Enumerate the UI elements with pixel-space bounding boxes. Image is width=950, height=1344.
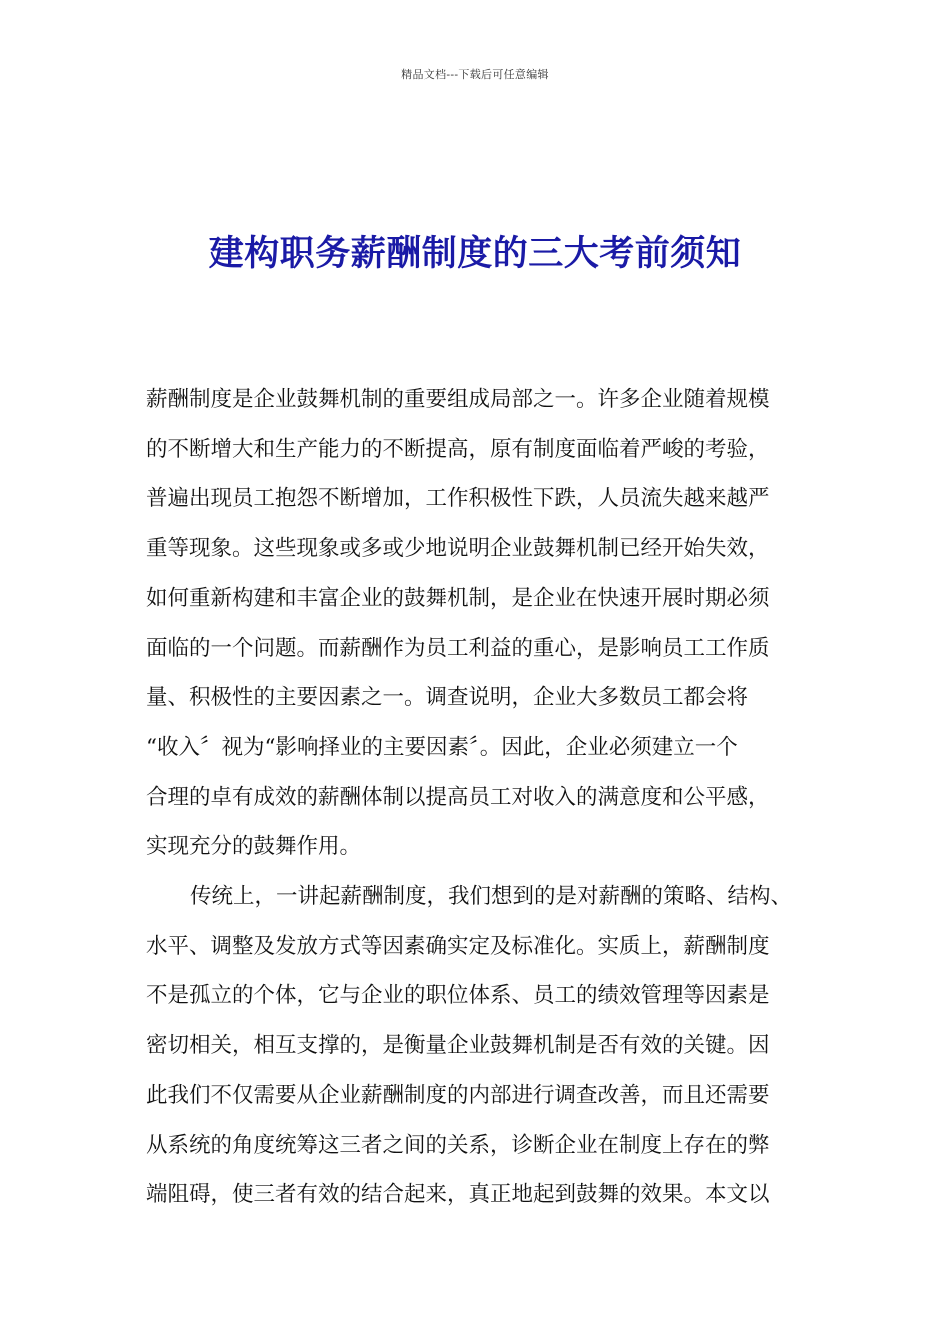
text-line: 此我们不仅需要从企业薪酬制度的内部进行调查改善，而且还需要 (146, 1082, 770, 1108)
text-line: 普遍出现员工抱怨不断增加，工作积极性下跌，人员流失越来越严 (146, 486, 770, 512)
text-line: 端阻碍，使三者有效的结合起来，真正地起到鼓舞的效果。本文以 (146, 1182, 770, 1208)
document-title: 建构职务薪酬制度的三大考前须知 (208, 233, 742, 274)
text-line: 的不断增大和生产能力的不断提高，原有制度面临着严峻的考验， (146, 436, 770, 462)
text-line: 如何重新构建和丰富企业的鼓舞机制，是企业在快速开展时期必须 (146, 585, 770, 611)
text-line: 密切相关，相互支撑的，是衡量企业鼓舞机制是否有效的关键。因 (146, 1033, 770, 1059)
text-line: 从系统的角度统筹这三者之间的关系，诊断企业在制度上存在的弊 (146, 1132, 770, 1158)
text-line: 量、积极性的主要因素之一。调查说明，企业大多数员工都会将 (146, 685, 749, 711)
text-line: 传统上，一讲起薪酬制度，我们想到的是对薪酬的策略、结构、 (190, 884, 793, 909)
text-line: 重等现象。这些现象或多或少地说明企业鼓舞机制已经开始失效， (146, 536, 770, 562)
text-line: 实现充分的鼓舞作用。 (146, 834, 362, 860)
text-line: 不是孤立的个体，它与企业的职位体系、员工的绩效管理等因素是 (146, 983, 770, 1009)
text-line: 合理的卓有成效的薪酬体制以提高员工对收入的满意度和公平感， (146, 784, 770, 810)
header-note: 精品文档---下载后可任意编辑 (401, 68, 549, 81)
text-line: 水平、调整及发放方式等因素确实定及标准化。实质上，薪酬制度 (146, 933, 770, 959)
text-line: 薪酬制度是企业鼓舞机制的重要组成局部之一。许多企业随着规模 (146, 387, 770, 412)
text-line: 面临的一个问题。而薪酬作为员工利益的重心，是影响员工工作质 (146, 635, 770, 661)
text-line: “收入〞视为“影响择业的主要因素〞。因此，企业必须建立一个 (146, 734, 738, 760)
